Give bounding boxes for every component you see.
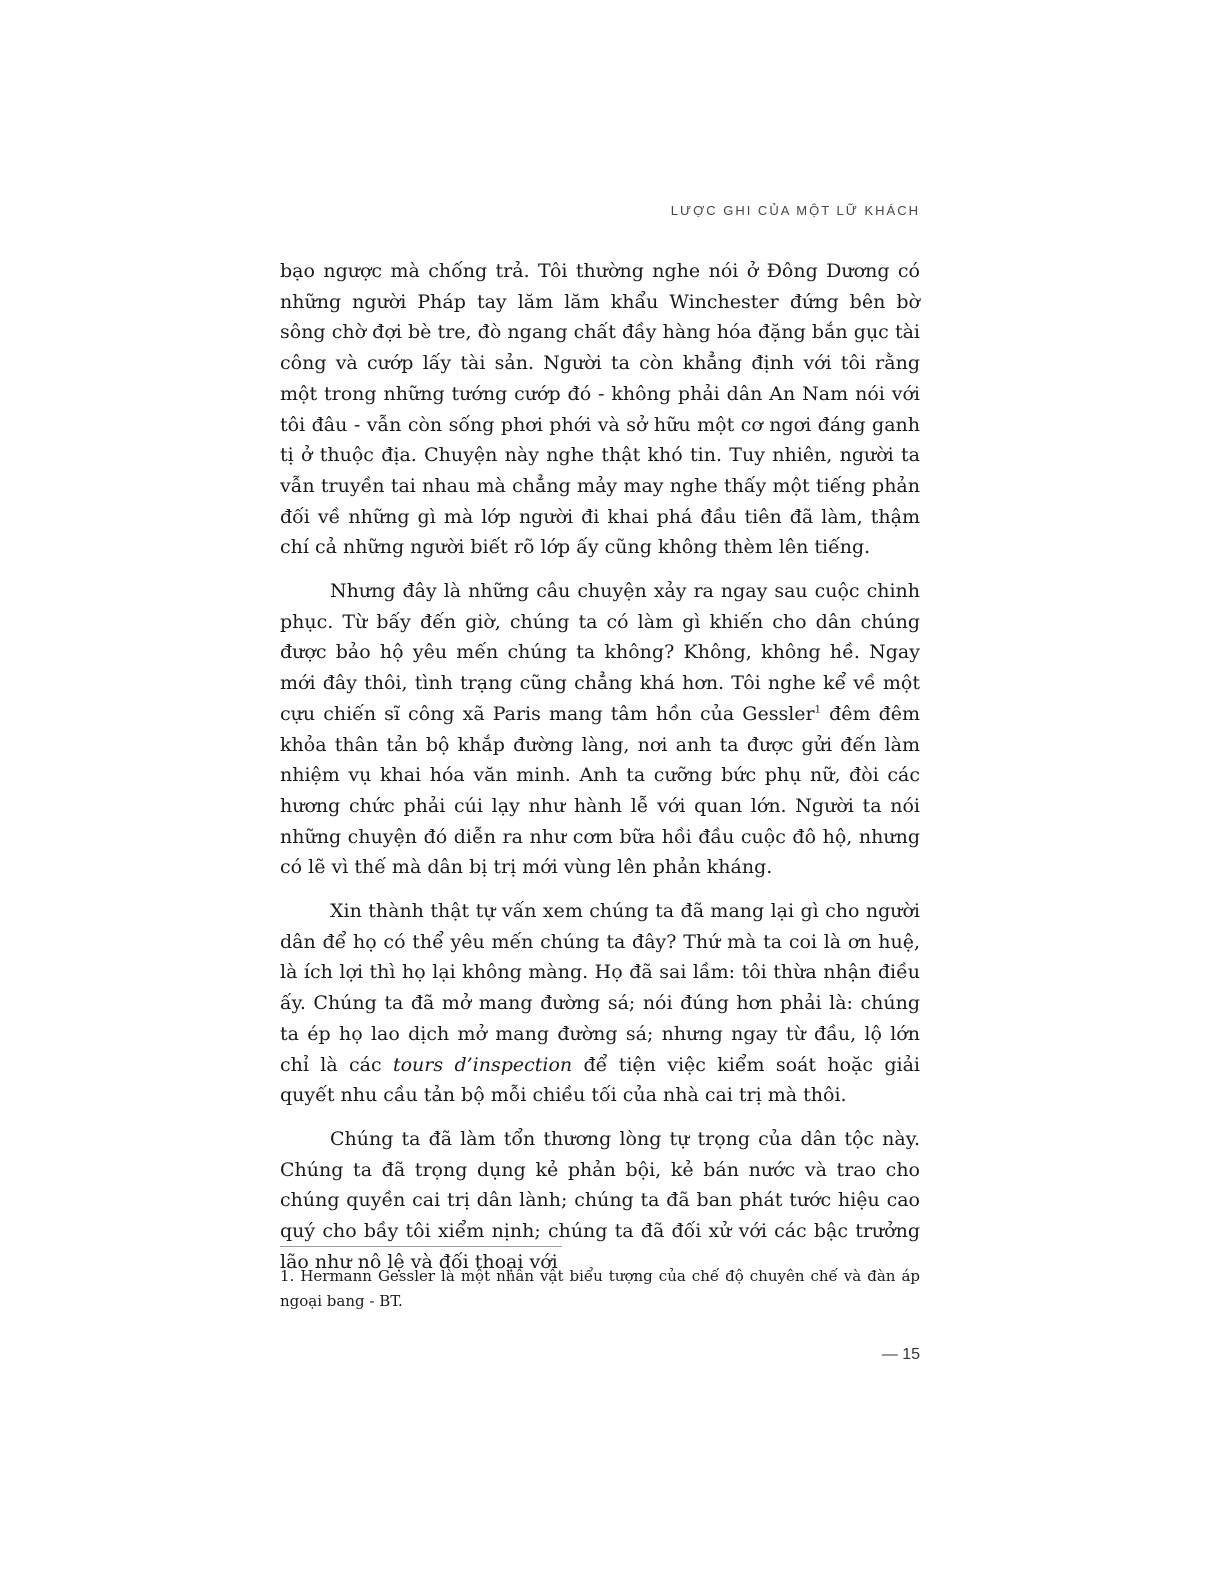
paragraph-3 bbox=[280, 896, 920, 1111]
footnote-divider bbox=[280, 1246, 562, 1247]
footnote-marker: 1 bbox=[814, 704, 821, 716]
paragraph-4: Chúng ta đã làm tổn thương lòng tự trọng của dân tộc này. Chúng ta đã trọng dụng kẻ phản bội, kẻ bán nước và trao cho chúng quyền cai trị dân lành; chúng ta đã ban phát tước hiệu cao quý cho bầy tôi xiểm nịnh; chúng ta đã đối xử với các bậc trưởng lão như nô lệ và đối thoại với bbox=[280, 1127, 920, 1273]
paragraph-2-text-a: Nhưng đây là những câu chuyện xảy ra ngay sau cuộc chinh phục. Từ bấy đến giờ, chúng ta có làm gì khiến cho dân chúng được bảo hộ yêu mến chúng ta không? Không, không hề. Ngay mới đây thôi, tình trạng cũng chẳng khá hơn. Tôi nghe kể về một cựu chiến sĩ công xã Paris mang tâm hồn của Gessler bbox=[280, 580, 920, 725]
footnote: 1. Hermann Gessler là một nhân vật biểu tượng của chế độ chuyên chế và đàn áp ngoại bang - BT. bbox=[280, 1267, 920, 1310]
paragraph-3-text-a: Xin thành thật tự vấn xem chúng ta đã mang lại gì cho người dân để họ có thể yêu mến chúng ta đây? Thứ mà ta coi là ơn huệ, là ích lợi thì họ lại không màng. Họ đã sai lầm: tôi thừa nhận điều ấy. Chúng ta đã mở mang đường sá; nói đúng hơn phải là: chúng ta ép họ lao dịch mở mang đường sá; nhưng ngay từ đầu, lộ lớn chỉ là các bbox=[280, 900, 920, 1076]
running-header: LƯỢC GHI CỦA MỘT LỮ KHÁCH bbox=[670, 203, 920, 218]
paragraph-1: bạo ngược mà chống trả. Tôi thường nghe nói ở Đông Dương có những người Pháp tay lăm lăm khẩu Winchester đứng bên bờ sông chờ đợi bè tre, đò ngang chất đầy hàng hóa đặng bắn gục tài công và cướp lấy tài sản. Người ta còn khẳng định với tôi rằng một trong những tướng cướp đó - không phải dân An Nam nói với tôi đâu - vẫn còn sống phơi phới và sở hữu một cơ ngơi đáng ganh tị ở thuộc địa. Chuyện này nghe thật khó tin. Tuy nhiên, người ta vẫn truyền tai nhau mà chẳng mảy may nghe thấy một tiếng phản đối về những gì mà lớp người đi khai phá đầu tiên đã làm, thậm chí cả những người biết rõ lớp ấy cũng không thèm lên tiếng. bbox=[280, 260, 920, 559]
body-text bbox=[280, 256, 920, 1291]
paragraph-3-text-b: để tiện việc kiểm soát hoặc giải quyết nhu cầu tản bộ mỗi chiều tối của nhà cai trị mà thôi. bbox=[280, 1053, 920, 1107]
paragraph-2-text-b: đêm đêm khỏa thân tản bộ khắp đường làng, nơi anh ta được gửi đến làm nhiệm vụ khai hóa văn minh. Anh ta cưỡng bức phụ nữ, đòi các hương chức phải cúi lạy như hành lễ với quan lớn. Người ta nói những chuyện đó diễn ra như cơm bữa hồi đầu cuộc đô hộ, nhưng có lẽ vì thế mà dân bị trị mới vùng lên phản kháng. bbox=[280, 702, 920, 879]
paragraph-2 bbox=[280, 576, 920, 883]
italic-phrase: tours d’inspection bbox=[392, 1053, 573, 1076]
page-number: — 15 bbox=[881, 1346, 920, 1363]
